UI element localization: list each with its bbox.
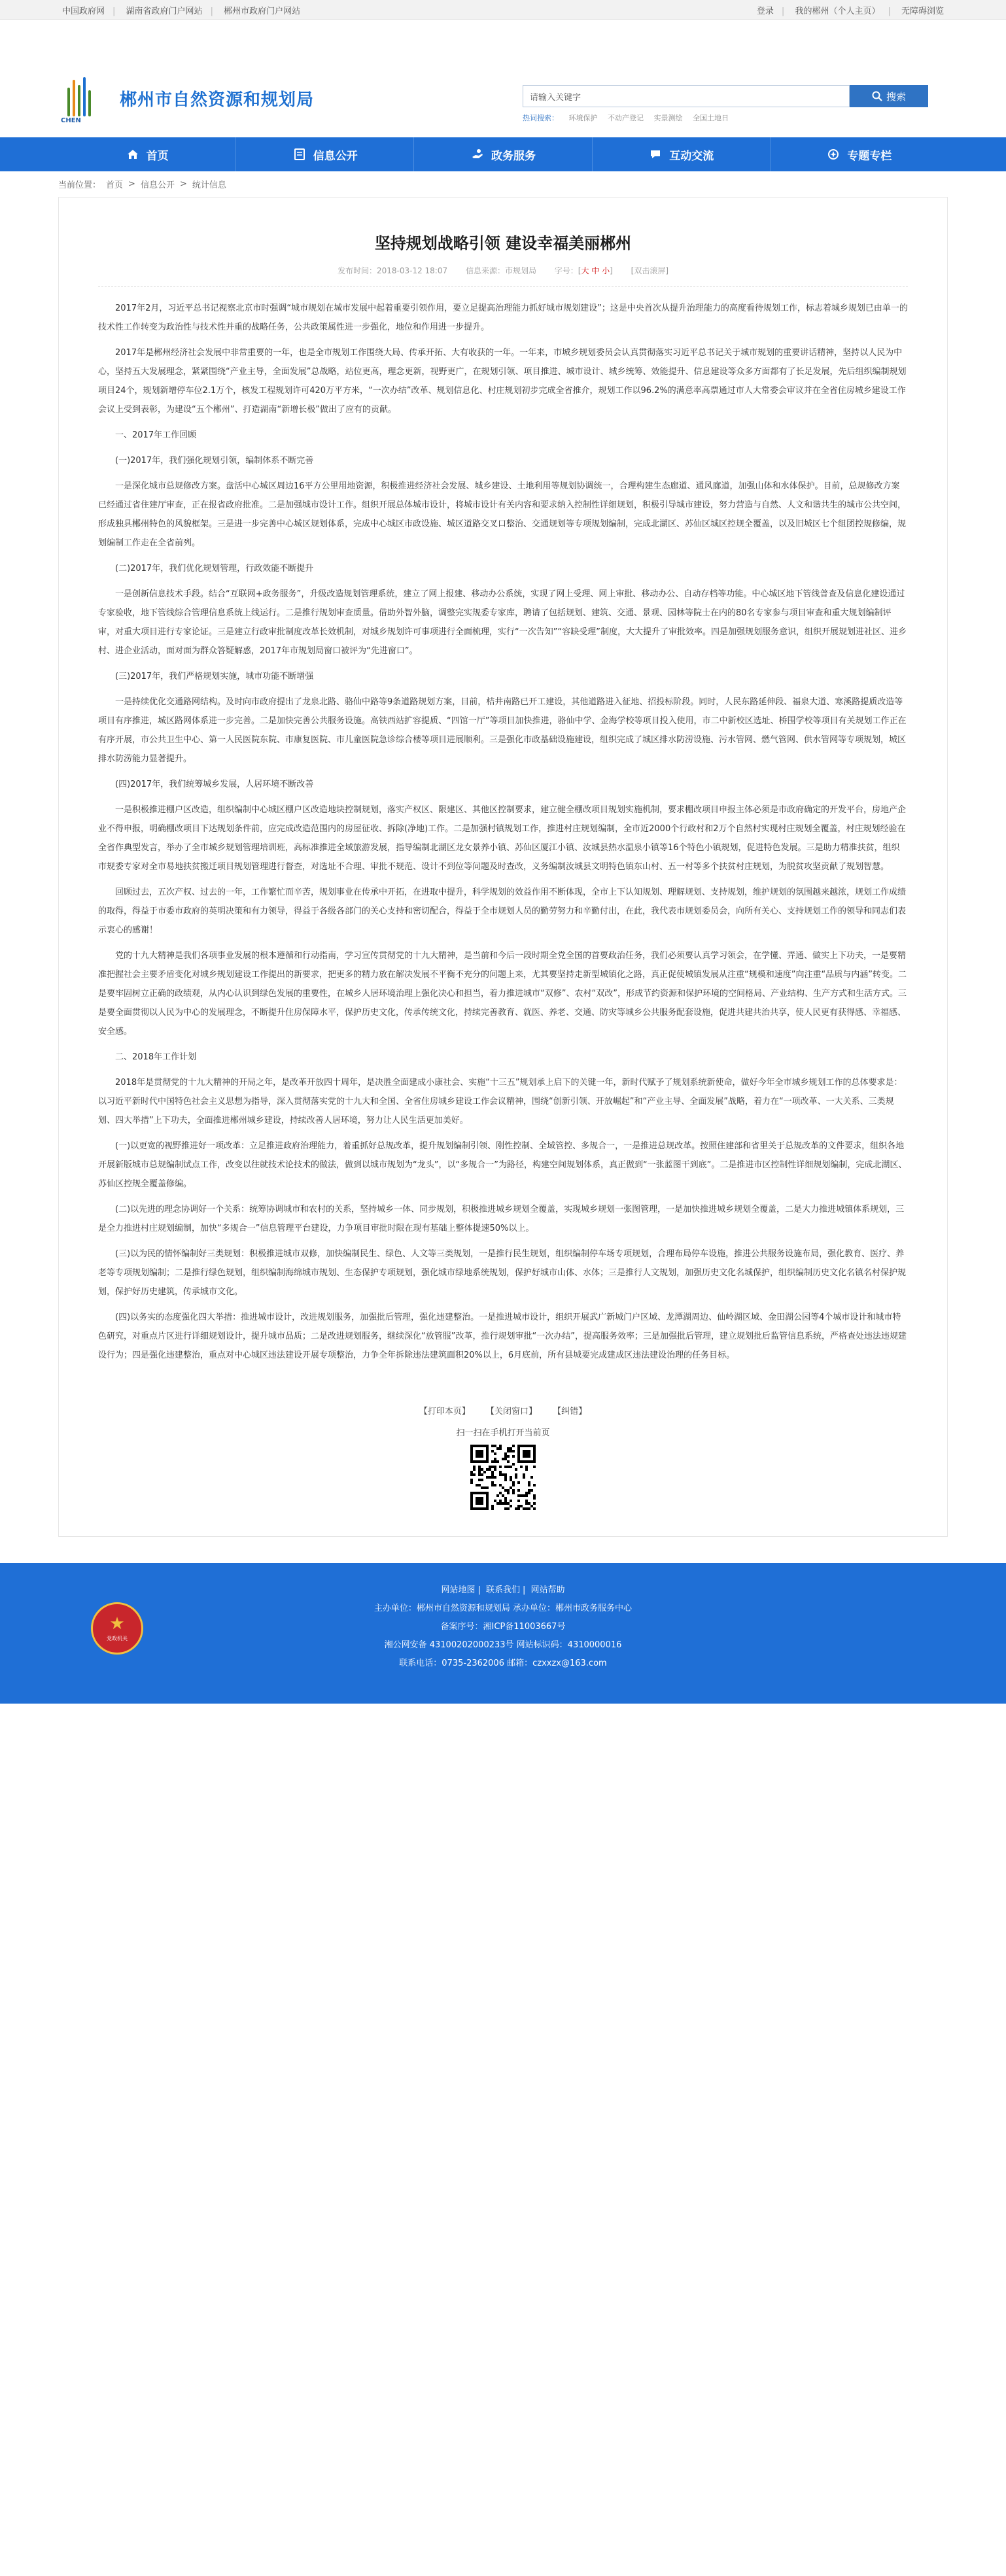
nav-interaction[interactable]	[593, 137, 771, 171]
article-paragraph: 一是积极推进棚户区改造，组织编制中心城区棚户区改造地块控制规划，落实产权区、限建区、其他区控制要求，建立健全棚改项目规划实施机制，要求棚改项目申报主体必须是市政府确定的开发平台，房地产企业不得申报，明确棚改项目下达规划条件前，应完成改造范围内的房屋征收、拆除(净地)工作。二是加强村镇规划工作，推进村庄规划编制，全市近2000个行政村和2万个自然村实现村庄规划全覆盖，村庄规划经验在全省作典型发言，举办了全市城乡规划管理培训班，高标准推进全域旅游发展，指导编制北湖区龙女景养小镇、苏仙区厦江小镇、汝城县热水温泉小镇等16个特色小镇规划，促进特色发展。三是助力精准扶贫，组织市规委专家对全市易地扶贫搬迁项目规划管理进行督查，对选址不合理、审批不规范、设计不到位等问题及时查改，义务编制汝城县文明特色镇东山村、五一村等多个扶贫村庄规划，为脱贫攻坚贡献了规划智慧。	[98, 805, 907, 872]
search-icon	[872, 91, 882, 101]
auto-scroll-toggle[interactable]: [双击滚屏]	[631, 266, 669, 275]
search-area	[523, 85, 928, 123]
search-button-label: 搜索	[886, 90, 906, 103]
logo-emblem-icon	[58, 72, 116, 124]
qr-title: 扫一扫在手机打开当前页	[456, 1428, 550, 1438]
article-paragraph: 一是创新信息技术手段。结合“互联网+政务服务”，升级改造规划管理系统，建立了网上报建、移动办公系统，实现了网上受理、网上审批、移动办公、自动存档等功能。中心城区地下管线普查及信息化建设通过专家验收，地下管线综合管理信息系统上线运行。二是推行规划审查质量。借助外智外脑，调整完实规委专家库，聘请了包括规划、建筑、交通、景观、园林等院士在内的80名专家参与项目审查和重大规划编制评审，对重大项目进行专家论证。三是建立行政审批制度改革长效机制，对城乡规划许可事项进行全面梳理，实行“一次告知”“容缺受理”制度，大大提升了审批效率。四是加强规划服务意识，组织开展规划进社区、进乡村、进企业活动，面对面为群众答疑解惑，2017年市规划局窗口被评为“先进窗口”。	[98, 589, 907, 656]
footer-text: 网站地图 | 联系我们 | 网站帮助 主办单位：郴州市自然资源和规划局 承办单位：郴州市政务服务中心 备案序号：湘ICP备11003667号 湘公网安备 43100202000233号 网站标识码：4310000016 联系电话：0735-2362006 邮箱：czxxzx@163.com	[58, 1581, 948, 1673]
nav-label: 信息公开	[313, 149, 358, 163]
article-paragraph: 二、2018年工作计划	[115, 1052, 197, 1062]
hot-word[interactable]: 全国土地日	[693, 114, 729, 122]
breadcrumb: 当前位置： 首页 > 信息公开 > 统计信息	[58, 171, 948, 197]
nav-info-public[interactable]	[236, 137, 414, 171]
article-paragraph: (一)以更宽的视野推进好一项改革：立足推进政府治理能力，着重抓好总规改革，提升规划编制引领、刚性控制、全域管控、多规合一，一是推进总规改革。按照住建部和省里关于总规改革的文件要求，组织各地开展新版城市总规编制试点工作，改变以往就技术论技术的做法，做到以城市规划为“龙头”，以“多规合一”为路径，构建空间规划体系，真正做到“一张蓝图干到底”。二是推进市区控制性详细规划编制，完成北湖区、苏仙区控规全覆盖修编。	[98, 1141, 907, 1189]
hot-word[interactable]: 环境保护	[568, 114, 598, 122]
home-icon	[126, 147, 140, 162]
print-button[interactable]: 【打印本页】	[419, 1407, 470, 1417]
article-source: 信息来源：市规划局	[465, 266, 536, 275]
article-paragraph: 2017年2月，习近平总书记视察北京市时强调“城市规划在城市发展中起着重要引领作用，要立足提高治理能力抓好城市规划建设”；这是中央首次从提升治理能力的高度看待规划工作，标志着城乡规划已由单一的技术性工作转变为政治性与技术性并重的战略任务，公共政策属性进一步强化，地位和作用进一步提升。	[98, 303, 908, 332]
logo-title: 郴州市自然资源和规划局	[120, 90, 315, 110]
article-paragraph: 党的十九大精神是我们各项事业发展的根本遵循和行动指南，学习宣传贯彻党的十九大精神，是当前和今后一段时期全党全国的首要政治任务，我们必须要认真学习领会，在学懂、弄通、做实上下功夫，一是要精准把握社会主要矛盾变化对城乡规划建设工作提出的新要求，把更多的精力放在解决发展不平衡不充分的问题上来，尤其要坚持走新型城镇化之路，真正促使城镇发展从注重“规模和速度”向注重“品质与内涵”转变。二是要牢固树立正确的政绩观，从内心认识到绿色发展的重要性，在城乡人居环境治理上强化决心和担当，着力推进城市“双修”、农村“双改”，形成节约资源和保护环境的空间格局、产业结构、生产方式和生活方式。三是要全面贯彻以人民为中心的发展理念，不断提升住房保障水平，保护历史文化，传承传统文化，持续完善教育、就医、养老、交通、防灾等城乡公共服务配套设施，促进共建共治共享，使人民更有获得感、幸福感、安全感。	[98, 951, 907, 1037]
footer-sponsor: 主办单位：郴州市自然资源和规划局 承办单位：郴州市政务服务中心	[373, 1604, 633, 1613]
nav-columns[interactable]	[771, 137, 948, 171]
qr-code-icon	[470, 1445, 536, 1510]
article-body	[98, 299, 908, 1365]
article-paragraph: (二)以先进的理念协调好一个关系：统筹协调城市和农村的关系，坚持城乡一体、同步规划，积极推进城乡规划全覆盖，实现城乡规划一张图管理，一是加快推进城乡规划全覆盖，二是大力推进城镇体系规划，三是全力推进村庄规划编制，加快“多规合一”信息管理平台建设，力争项目审批时限在现有基础上整体提速50%以上。	[98, 1205, 905, 1233]
main-nav	[0, 137, 1006, 171]
breadcrumb-label: 当前位置：	[58, 180, 101, 190]
article-paragraph: 2017年是郴州经济社会发展中非常重要的一年，也是全市规划工作围绕大局、传承开拓、大有收获的一年。一年来，市城乡规划委员会认真贯彻落实习近平总书记关于城市规划的重要讲话精神，坚持以人民为中心，坚持五大发展理念，紧紧围绕“产业主导，全面发展”总战略，站位更高，理念更新，视野更广，在规划引领、项目推进、城市设计、城乡统筹、效能提升、信息建设等众多方面都有了长足发展，先后组织编制规划项目24个，规划新增停车位2.1万个，核发工程规划许可420万平方米，“一次办结”改革、规划信息化、村庄规划初步完成全省推介，规划工作以96.2%的满意率高票通过市人大常委会审议并在全省住房城乡建设工作会议上受到表彰，为建设“五个郴州”、打造湖南“新增长极”做出了应有的贡献。	[98, 348, 907, 415]
close-window-button[interactable]: 【关闭窗口】	[485, 1407, 537, 1417]
sitemap-link[interactable]: 网站地图	[441, 1585, 476, 1595]
column-icon	[826, 147, 841, 162]
top-links-right: 登录 | 我的郴州（个人主页） | 无障碍浏览	[756, 6, 944, 16]
gov-emblem-icon[interactable]: ★ 党政机关	[91, 1602, 143, 1655]
search-input[interactable]	[523, 85, 850, 107]
accessibility-link[interactable]: 无障碍浏览	[901, 6, 944, 16]
nav-home[interactable]	[58, 137, 236, 171]
contact-link[interactable]: 联系我们	[485, 1585, 520, 1595]
article-paragraph: (一)2017年，我们强化规划引领，编制体系不断完善	[115, 456, 314, 466]
article-paragraph: (二)2017年，我们优化规划管理，行政效能不断提升	[115, 564, 314, 574]
report-error-button[interactable]: 【纠错】	[553, 1407, 587, 1417]
link-chenzhou-gov[interactable]: 郴州市政府门户网站	[224, 6, 301, 16]
article-paragraph: 一是持续优化交通路网结构。及时向市政府提出了龙泉北路、骆仙中路等9条道路规划方案，目前，桔井南路已开工建设，其他道路进入征地、招投标阶段。同时，人民东路延伸段、福泉大道、寒溪路提质改造等项目有序推进，城区路网体系进一步完善。二是加快完善公共服务设施。高铁西站扩容提质、“四馆一厅”等项目加快推进，骆仙中学、金海学校等项目投入使用，市二中新校区选址、桥围学校等项目有关规划工作正在有序开展，市公共卫生中心、第一人民医院东院、市康复医院、市儿童医院急诊综合楼等项目进展顺利。三是强化市政基础设施建设，组织完成了城区排水防涝设施、污水管网、燃气管网、供水管网等专项规划，城区排水防涝能力显著提升。	[98, 697, 907, 764]
article-paragraph: 一是深化城市总规修改方案。盘活中心城区周边16平方公里用地资源，积极推进经济社会发展、城乡建设、土地利用等规划协调统一，合理构建生态廊道、通风廊道，加强山体和水体保护。目前，总规修改方案已经通过省住建厅审查，正在报省政府批准。二是加强城市设计工作。组织开展总体城市设计，将城市设计有关内容和要求纳入控制性详细规划，积极引导城市建设，努力营造与自然、人文和谐共生的城市公共空间，形成独具郴州特色的风貌框架。三是进一步完善中心城区规划体系，完成中心城区市政设施、城区道路交叉口整治、交通规划等专项规划编制，完成北湖区、苏仙区城区控规全覆盖，以及旧城区七个组团控规修编，规划编制工作走在全省前列。	[98, 481, 907, 548]
article-paragraph: 2018年是贯彻党的十九大精神的开局之年，是改革开放四十周年，是决胜全面建成小康社会、实施“十三五”规划承上启下的关键一年，新时代赋予了规划系统新使命，做好今年全市城乡规划工作的总体要求是：以习近平新时代中国特色社会主义思想为指导，深入贯彻落实党的十九大和全国、全省住房城乡建设工作会议精神，围绕“创新引领、开放崛起”和“产业主导、全面发展”战略，着力在“一项改革、一大关系、三类规划、四大举措”上下功夫，全面推进郴州城乡建设，持续改善人居环境，努力让人民生活更加美好。	[98, 1078, 903, 1125]
article-paragraph: (三)2017年，我们严格规划实施，城市功能不断增强	[115, 672, 314, 681]
top-bar	[0, 0, 1006, 20]
help-link[interactable]: 网站帮助	[530, 1585, 565, 1595]
article-paragraph: 一、2017年工作回顾	[115, 430, 197, 440]
nav-label: 专题专栏	[847, 149, 892, 163]
hot-words	[523, 112, 928, 123]
article-paragraph: (四)2017年，我们统筹城乡发展，人居环境不断改善	[115, 780, 314, 789]
nav-label: 政务服务	[491, 149, 536, 163]
footer-icp: 备案序号：湘ICP备11003667号	[440, 1622, 566, 1632]
article-tools	[98, 1404, 908, 1417]
search-button[interactable]	[850, 85, 928, 107]
top-links-left: 中国政府网 | 湖南省政府门户网站 | 郴州市政府门户网站	[62, 6, 301, 16]
breadcrumb-item[interactable]: 统计信息	[192, 180, 226, 190]
footer-police: 湘公网安备 43100202000233号 网站标识码：4310000016	[384, 1640, 622, 1650]
breadcrumb-item[interactable]: 信息公开	[140, 180, 175, 190]
login-link[interactable]: 登录	[756, 6, 774, 16]
footer-contact: 联系电话：0735-2362006 邮箱：czxxzx@163.com	[399, 1658, 607, 1668]
site-logo[interactable]	[58, 72, 314, 124]
my-page-link[interactable]: 我的郴州（个人主页）	[795, 6, 880, 16]
header	[58, 20, 948, 137]
font-size-options[interactable]: 大 中 小	[581, 266, 610, 275]
nav-label: 互动交流	[669, 149, 714, 163]
font-size-control: 字号：[大 中 小]	[554, 266, 613, 275]
link-gov-cn[interactable]: 中国政府网	[62, 6, 105, 16]
article-paragraph: 回顾过去，五次产权、过去的一年，工作繁忙而辛苦，规划事业在传承中开拓，在进取中提升，科学规划的效益作用不断体现，全市上下认知规划、理解规划、支持规划，维护规划的氛围越来越浓，规划工作成绩的取得，得益于市委市政府的英明决策和有力领导，得益于各级各部门的关心支持和密切配合，得益于全市规划人员的勤劳努力和辛勤付出，在此，我代表市规划委员会，向所有关心、支持规划工作的领导和同志们表示衷心的感谢！	[98, 887, 907, 935]
breadcrumb-item[interactable]: 首页	[106, 180, 124, 190]
nav-label: 首页	[146, 149, 169, 163]
nav-services[interactable]	[414, 137, 592, 171]
article	[58, 197, 948, 1537]
chat-icon	[648, 147, 663, 162]
footer	[0, 1563, 1006, 1704]
article-paragraph: (四)以务实的态度强化四大举措：推进城市设计，改进规划服务，加强批后管理，强化违建整治。一是推进城市设计，组织开展武广新城门户区域、龙潭湖周边、仙岭湖区域、金田湖公园等4个城市设计和城市特色研究，对重点片区进行详细规划设计，提升城市品质；二是改进规划服务，继续深化“放管服”改革，推行规划审批“一次办结”，提高服务效率；三是加强批后管理，建立规划批后监管信息系统，严格查处违法违规建设行为；四是强化违建整治，重点对中心城区违法建设开展专项整治，力争全年拆除违法建筑面积20%以上，6月底前，所有县城要完成建成区违法建设治理的任务目标。	[98, 1313, 907, 1360]
article-paragraph: (三)以为民的情怀编制好三类规划：积极推进城市双修，加快编制民生、绿色、人文等三类规划，一是推行民生规划，组织编制停车场专项规划，合理布局停车设施，推进公共服务设施布局，强化教育、医疗、养老等专项规划编制；二是推行绿色规划，组织编制海绵城市规划、生态保护专项规划，强化城市绿地系统规划，保护好城市山体、水体；三是推行人文规划，加强历史文化名城保护，组织编制历史文化名镇名村保护规划，保护好历史建筑，传承城市文化。	[98, 1249, 907, 1297]
emblem-label: 党政机关	[107, 1635, 128, 1641]
publish-date: 发布时间：2018-03-12 18:07	[337, 266, 448, 275]
article-meta	[98, 265, 908, 287]
hand-icon	[470, 147, 485, 162]
logo-sub-text: CHEN	[61, 117, 81, 124]
hot-word[interactable]: 实景测绘	[653, 114, 683, 122]
link-hunan-gov[interactable]: 湖南省政府门户网站	[126, 6, 203, 16]
doc-icon	[292, 147, 307, 162]
hot-word[interactable]: 不动产登记	[608, 114, 644, 122]
hot-words-label: 热词搜索：	[523, 114, 559, 122]
article-title: 坚持规划战略引领 建设幸福美丽郴州	[374, 234, 632, 252]
